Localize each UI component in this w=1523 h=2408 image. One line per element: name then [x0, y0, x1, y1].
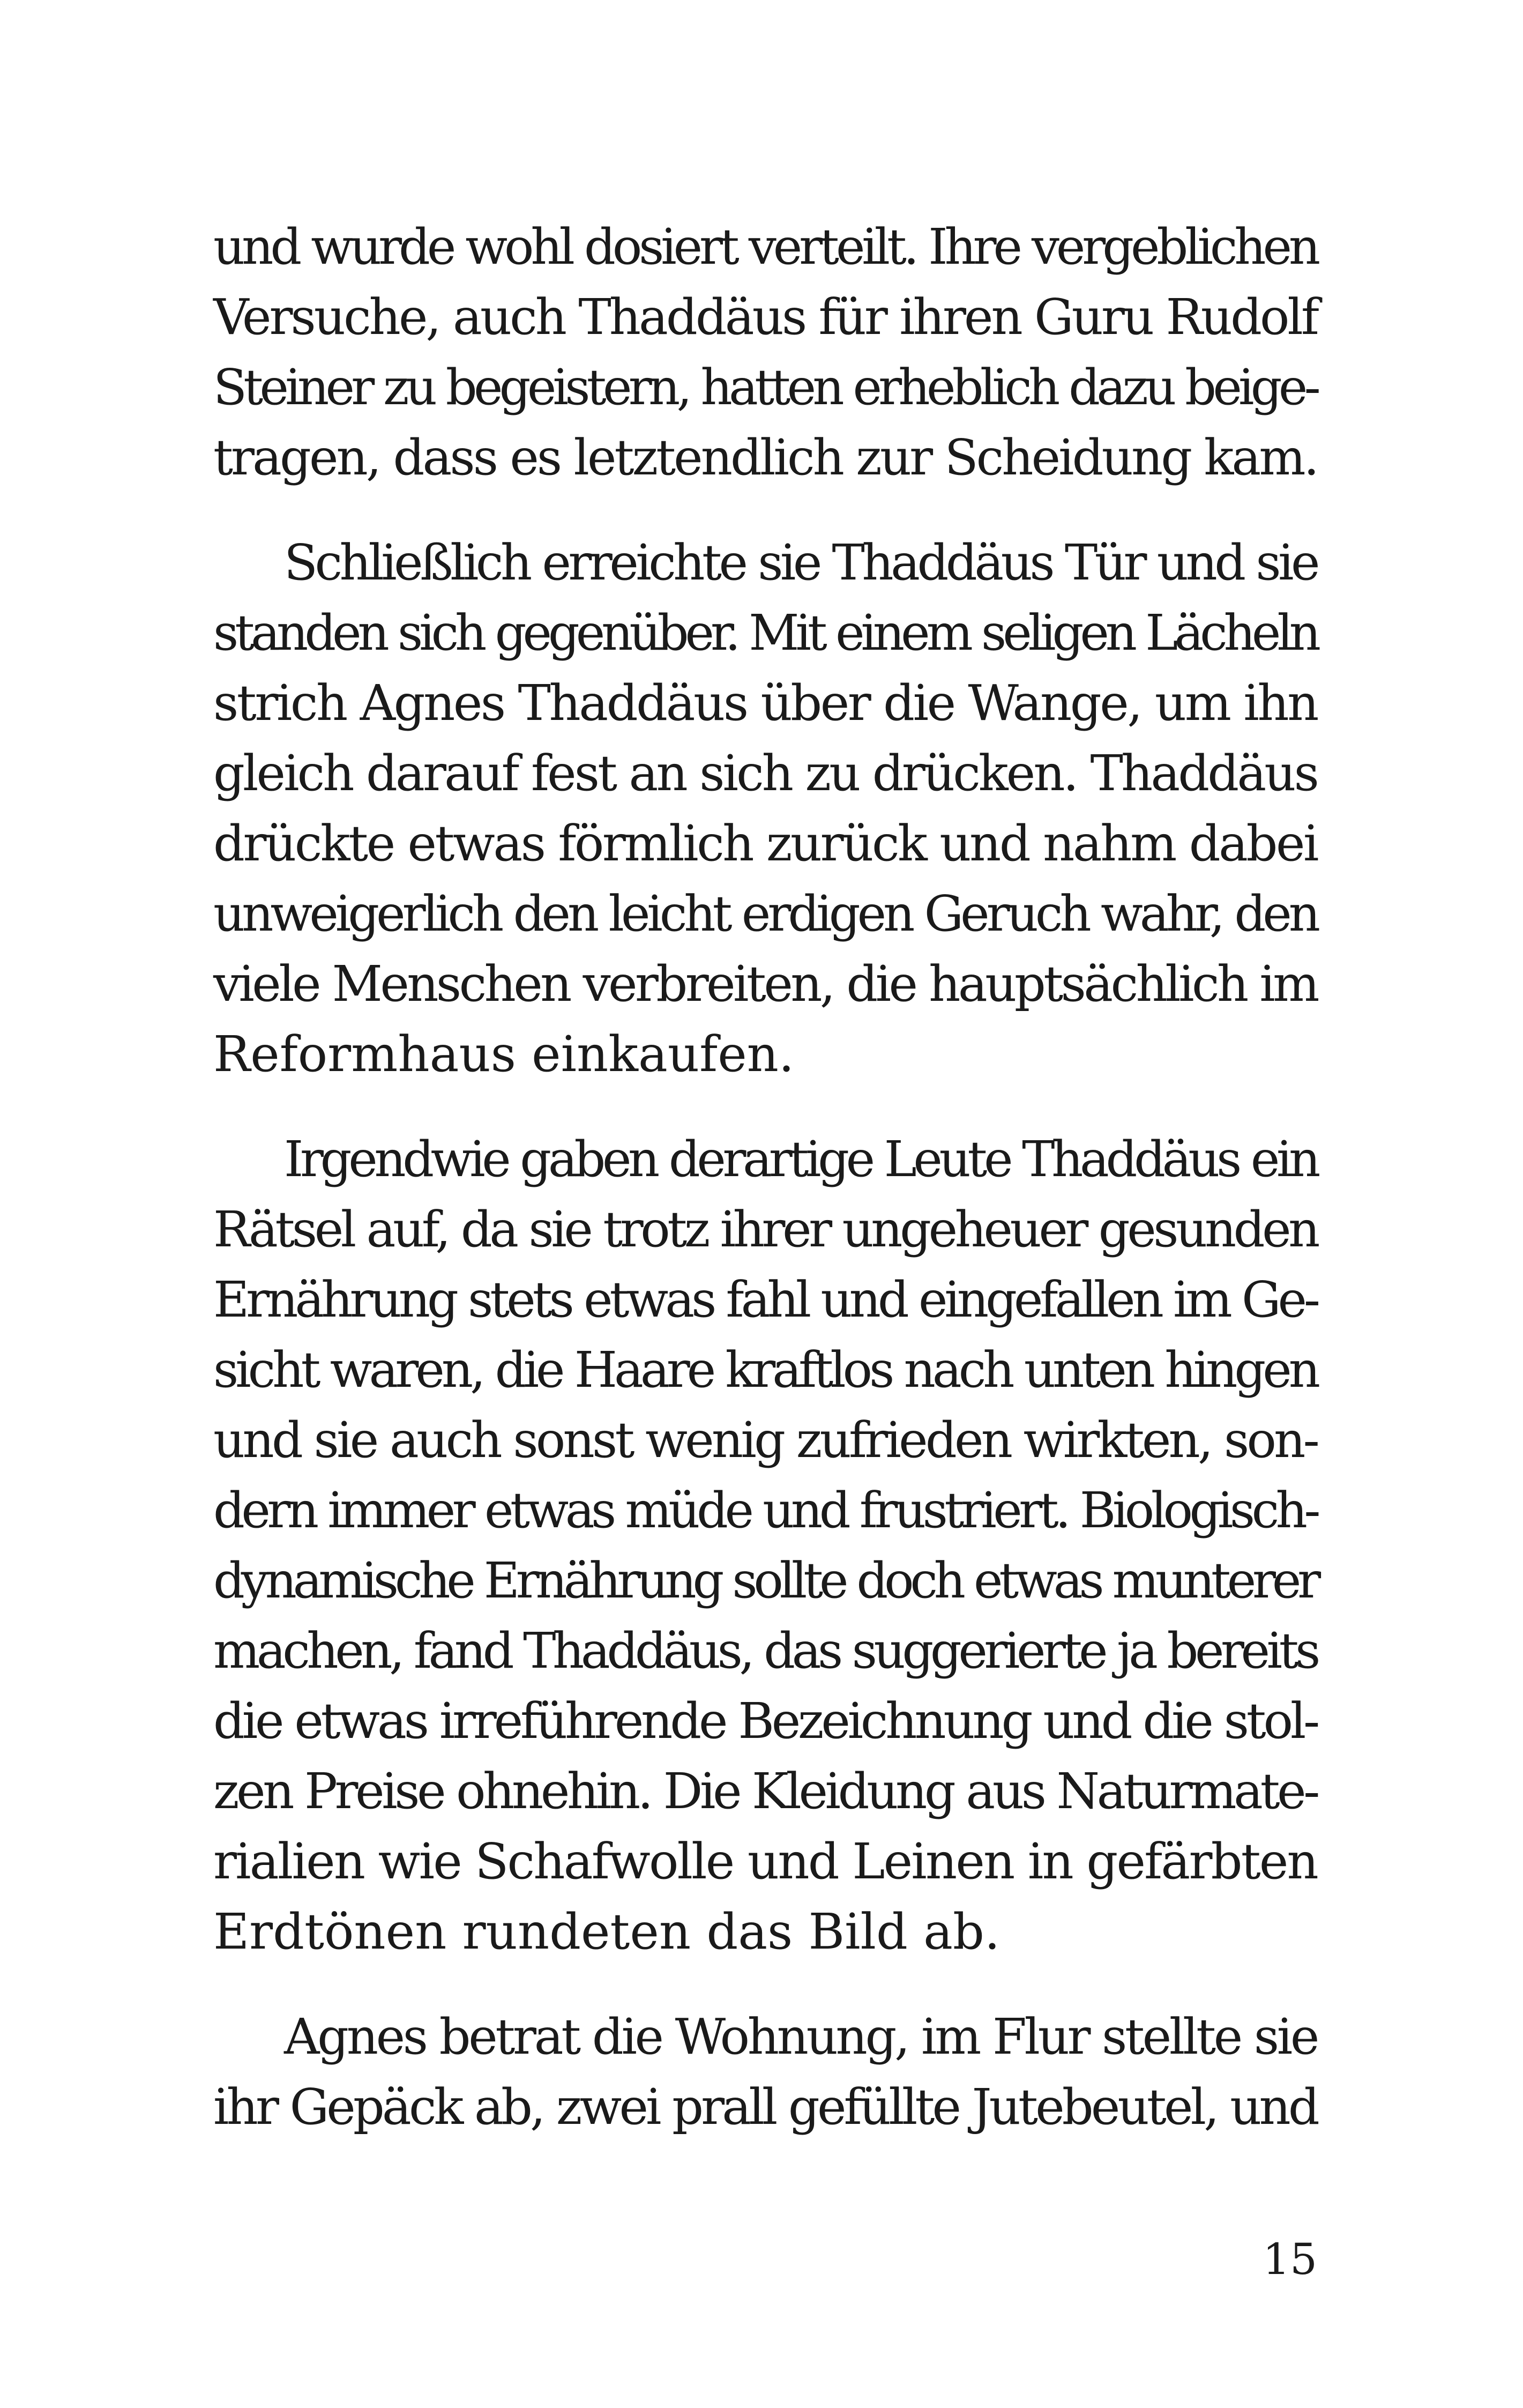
body-text [213, 212, 1317, 2142]
text-line: Schließlich erreichte sie Thaddäus Tür und sie [284, 534, 1317, 591]
text-line: gleich darauf fest an sich zu drücken. Thaddäus [213, 745, 1317, 802]
text-line: rialien wie Schafwolle und Leinen in gefärbten [213, 1833, 1317, 1890]
text-line: Steiner zu begeistern, hatten erheblich dazu beige- [213, 359, 1317, 416]
text-line: und sie auch sonst wenig zufrieden wirkten, son- [213, 1411, 1317, 1469]
text-line: Reformhaus einkaufen. [213, 1025, 795, 1083]
text-line: unweigerlich den leicht erdigen Geruch wahr, den [213, 885, 1317, 942]
text-line: viele Menschen verbreiten, die hauptsächlich im [213, 955, 1317, 1013]
text-line: Erdtönen rundeten das Bild ab. [213, 1903, 1001, 1960]
page-number: 15 [1263, 2234, 1317, 2284]
text-line: standen sich gegenüber. Mit einem seligen Lächeln [213, 604, 1317, 662]
paragraph-gap [213, 493, 1317, 527]
text-line: drückte etwas förmlich zurück und nahm dabei [213, 815, 1317, 872]
text-line: Irgendwie gaben derartige Leute Thaddäus ein [284, 1131, 1317, 1188]
text-line: dern immer etwas müde und frustriert. Biologisch- [213, 1482, 1317, 1539]
paragraph-gap [213, 1967, 1317, 2002]
text-line: strich Agnes Thaddäus über die Wange, um ihn [213, 674, 1318, 732]
text-line: machen, fand Thaddäus, das suggerierte ja bereits [213, 1622, 1317, 1679]
text-line: zen Preise ohnehin. Die Kleidung aus Naturmate- [213, 1763, 1317, 1820]
text-line: Versuche, auch Thaddäus für ihren Guru Rudolf [213, 288, 1317, 346]
text-line: dynamische Ernährung sollte doch etwas munterer [213, 1552, 1317, 1609]
text-line: tragen, dass es letztendlich zur Scheidung kam. [213, 429, 1317, 486]
text-line: und wurde wohl dosiert verteilt. Ihre vergeblichen [213, 218, 1317, 276]
text-line: sicht waren, die Haare kraftlos nach unten hingen [213, 1341, 1317, 1399]
text-line: Agnes betrat die Wohnung, im Flur stellte sie [284, 2008, 1317, 2065]
text-line: ihr Gepäck ab, zwei prall gefüllte Jutebeutel, und [213, 2078, 1317, 2136]
text-line: Rätsel auf, da sie trotz ihrer ungeheuer gesunden [213, 1201, 1317, 1258]
paragraph-gap [213, 1089, 1317, 1124]
text-line: Ernährung stets etwas fahl und eingefallen im Ge- [213, 1271, 1317, 1328]
text-line: die etwas irreführende Bezeichnung und die stol- [213, 1692, 1318, 1750]
